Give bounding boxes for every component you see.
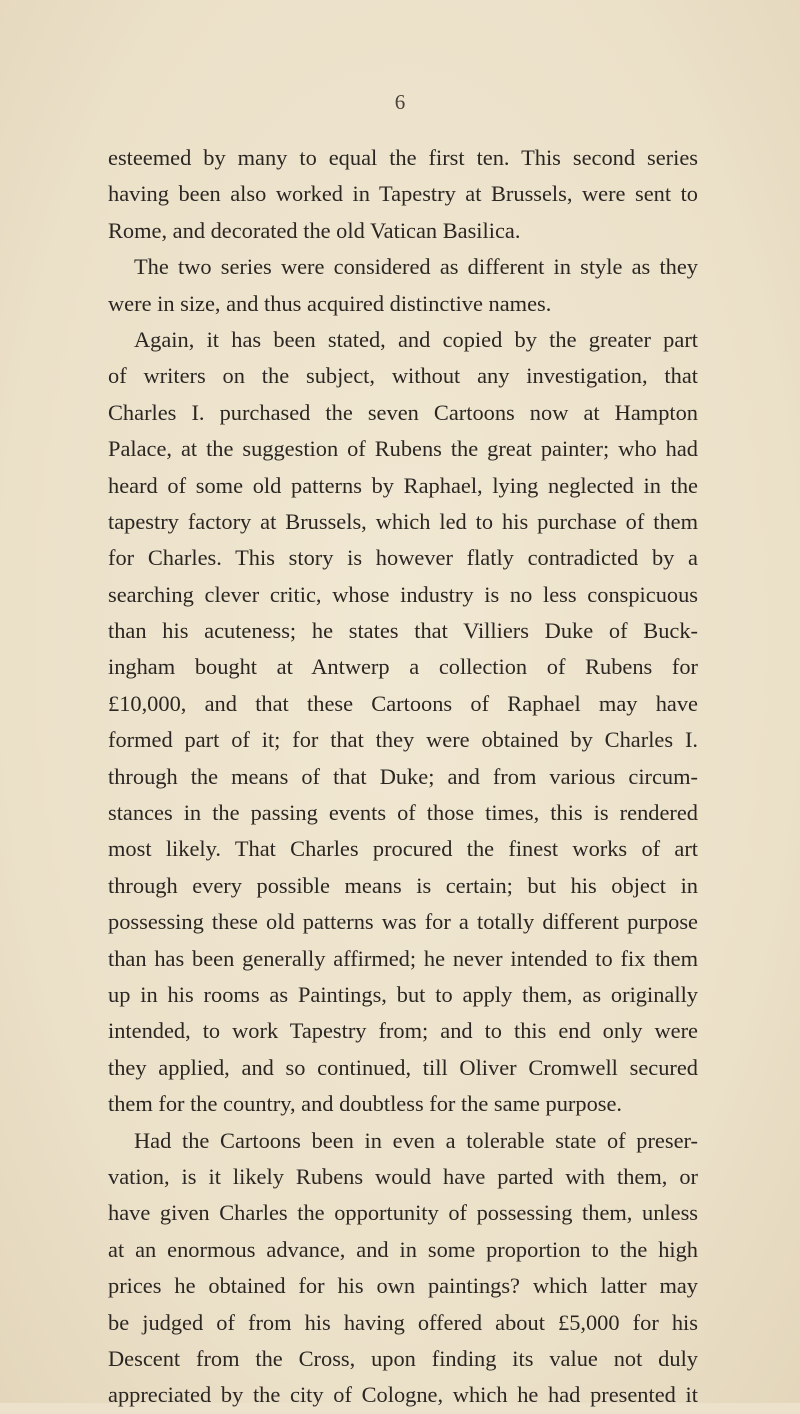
text-line: Palace, at the suggestion of Rubens the great painter; who had bbox=[108, 436, 698, 462]
text-line: esteemed by many to equal the first ten. This second series bbox=[108, 145, 698, 170]
text-line: searching clever critic, whose industry is no less conspicuous bbox=[108, 581, 698, 607]
text-line: Rome, and decorated the old Vatican Basilica. bbox=[108, 217, 521, 243]
text-line: stances in the passing events of those times, this is rendered bbox=[108, 800, 698, 826]
text-line: up in his rooms as Paintings, but to apply them, as originally bbox=[108, 981, 698, 1007]
text-line: of writers on the subject, without any investigation, that bbox=[108, 363, 698, 389]
text-line: have given Charles the opportunity of possessing them, unless bbox=[108, 1200, 698, 1226]
text-line: having been also worked in Tapestry at Brussels, were sent to bbox=[108, 181, 698, 207]
text-line: appreciated by the city of Cologne, which he had presented it bbox=[108, 1382, 698, 1408]
text-line: tapestry factory at Brussels, which led to his purchase of them bbox=[108, 508, 698, 534]
text-line: for Charles. This story is however flatly contradicted by a bbox=[108, 545, 698, 571]
text-line: £10,000, and that these Cartoons of Raphael may have bbox=[108, 690, 698, 716]
text-line: ingham bought at Antwerp a collection of Rubens for bbox=[108, 654, 698, 680]
text-line: were in size, and thus acquired distinctive names. bbox=[108, 290, 552, 316]
text-line: through every possible means is certain; but his object in bbox=[108, 872, 698, 898]
text-line: Charles I. purchased the seven Cartoons now at Hampton bbox=[108, 399, 698, 425]
text-line: at an enormous advance, and in some proportion to the high bbox=[108, 1236, 698, 1262]
text-line: they applied, and so continued, till Oliver Cromwell secured bbox=[108, 1054, 698, 1080]
text-line: be judged of from his having offered about £5,000 for his bbox=[108, 1309, 698, 1335]
text-line: Again, it has been stated, and copied by the greater part bbox=[134, 326, 698, 352]
text-line: Had the Cartoons been in even a tolerable state of preser- bbox=[134, 1127, 698, 1153]
text-line: vation, is it likely Rubens would have parted with them, or bbox=[108, 1163, 698, 1189]
text-line: through the means of that Duke; and from various circum- bbox=[108, 763, 698, 789]
text-line: formed part of it; for that they were obtained by Charles I. bbox=[108, 727, 698, 753]
page-number: 6 bbox=[394, 90, 406, 114]
text-line: The two series were considered as different in style as they bbox=[134, 254, 698, 280]
text-line: than has been generally affirmed; he never intended to fix them bbox=[108, 945, 698, 971]
text-line: prices he obtained for his own paintings? which latter may bbox=[108, 1273, 698, 1299]
text-line: intended, to work Tapestry from; and to this end only were bbox=[108, 1018, 698, 1044]
text-line: Descent from the Cross, upon finding its value not duly bbox=[108, 1345, 698, 1371]
text-line: than his acuteness; he states that Villiers Duke of Buck- bbox=[108, 618, 698, 644]
body-text bbox=[108, 140, 698, 1414]
text-line: them for the country, and doubtless for the same purpose. bbox=[108, 1091, 623, 1117]
text-line: heard of some old patterns by Raphael, lying neglected in the bbox=[108, 472, 698, 498]
text-line: most likely. That Charles procured the finest works of art bbox=[108, 836, 698, 862]
text-line: possessing these old patterns was for a totally different purpose bbox=[108, 909, 698, 935]
